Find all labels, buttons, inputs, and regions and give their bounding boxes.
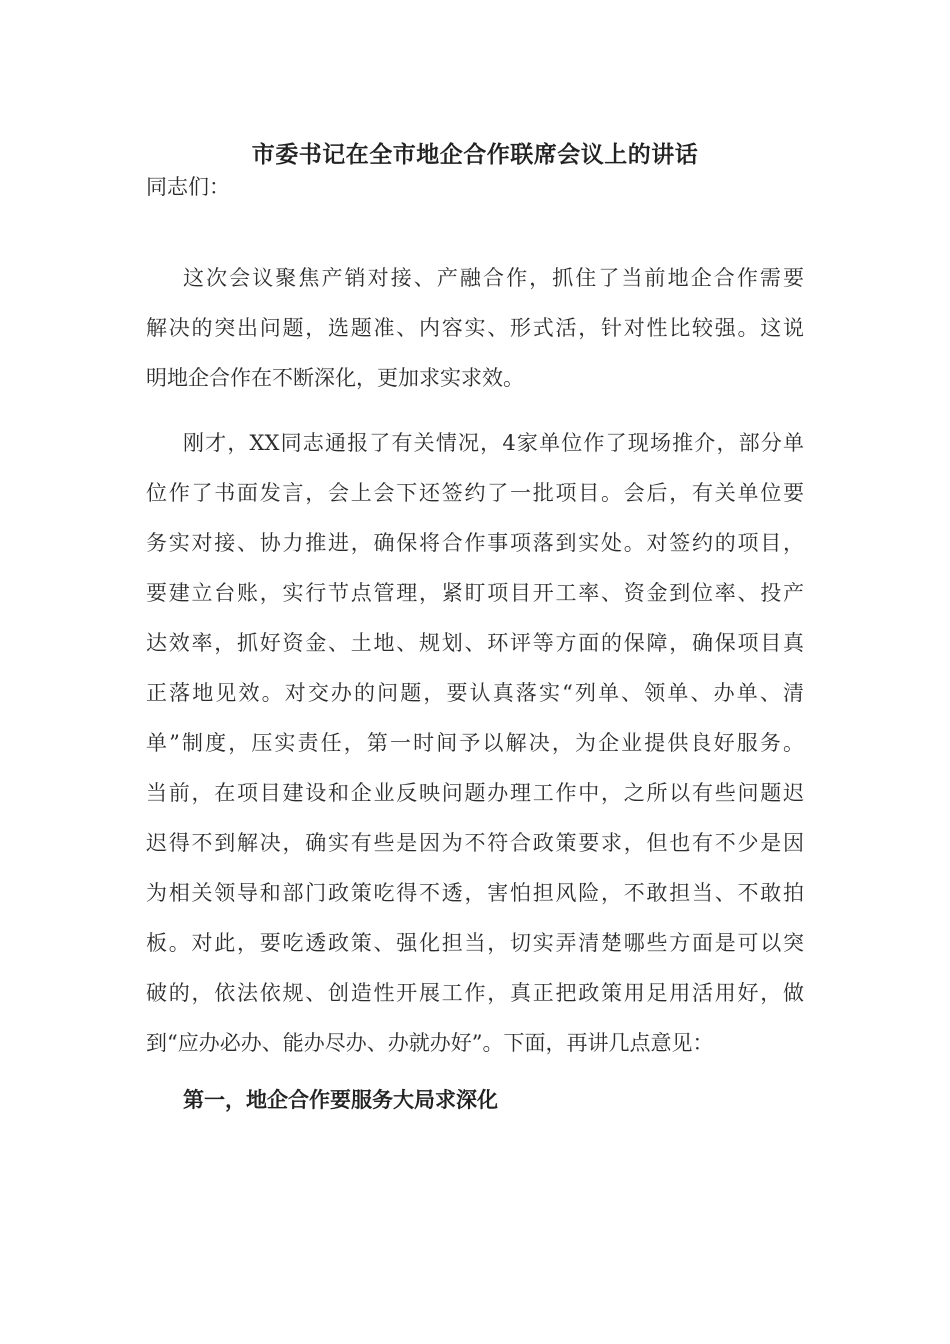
paragraph-line: 位作了书面发言，会上会下还签约了一批项目。会后，有关单位要 [146, 481, 804, 505]
paragraph-line: 这次会议聚焦产销对接、产融合作，抓住了当前地企合作需要 [183, 266, 804, 290]
paragraph-line: 明地企合作在不断深化，更加求实求效。 [146, 366, 524, 390]
paragraph-line: 解决的突出问题，选题准、内容实、形式活，针对性比较强。这说 [146, 316, 804, 340]
paragraph-line: 刚才，XX同志通报了有关情况，4家单位作了现场推介，部分单 [183, 431, 804, 455]
paragraph-line: 为相关领导和部门政策吃得不透，害怕担风险，不敢担当、不敢拍 [146, 881, 804, 905]
document-title: 市委书记在全市地企合作联席会议上的讲话 [251, 141, 699, 168]
paragraph-1 [146, 253, 804, 403]
paragraph-line: 务实对接、协力推进，确保将合作事项落到实处。对签约的项目， [146, 531, 804, 555]
section-heading [146, 1075, 804, 1125]
salutation-text: 同志们： [146, 175, 230, 199]
paragraph-line: 达效率，抓好资金、土地、规划、环评等方面的保障，确保项目真 [146, 631, 804, 655]
paragraph-line: 破的，依法依规、创造性开展工作，真正把政策用足用活用好，做 [146, 981, 804, 1005]
paragraph-line: 迟得不到解决，确实有些是因为不符合政策要求，但也有不少是因 [146, 831, 804, 855]
paragraph-line: 单”制度，压实责任，第一时间予以解决，为企业提供良好服务。 [146, 731, 804, 755]
paragraph-line: 当前，在项目建设和企业反映问题办理工作中，之所以有些问题迟 [146, 781, 804, 805]
salutation [146, 162, 804, 212]
paragraph-line: 板。对此，要吃透政策、强化担当，切实弄清楚哪些方面是可以突 [146, 931, 804, 955]
section-heading-text: 第一，地企合作要服务大局求深化 [183, 1087, 498, 1112]
paragraph-line: 正落地见效。对交办的问题，要认真落实“列单、领单、办单、清 [146, 681, 804, 705]
paragraph-2 [146, 418, 804, 1068]
paragraph-line: 要建立台账，实行节点管理，紧盯项目开工率、资金到位率、投产 [146, 581, 804, 605]
paragraph-line: 到“应办必办、能办尽办、办就办好”。下面，再讲几点意见： [146, 1031, 714, 1055]
